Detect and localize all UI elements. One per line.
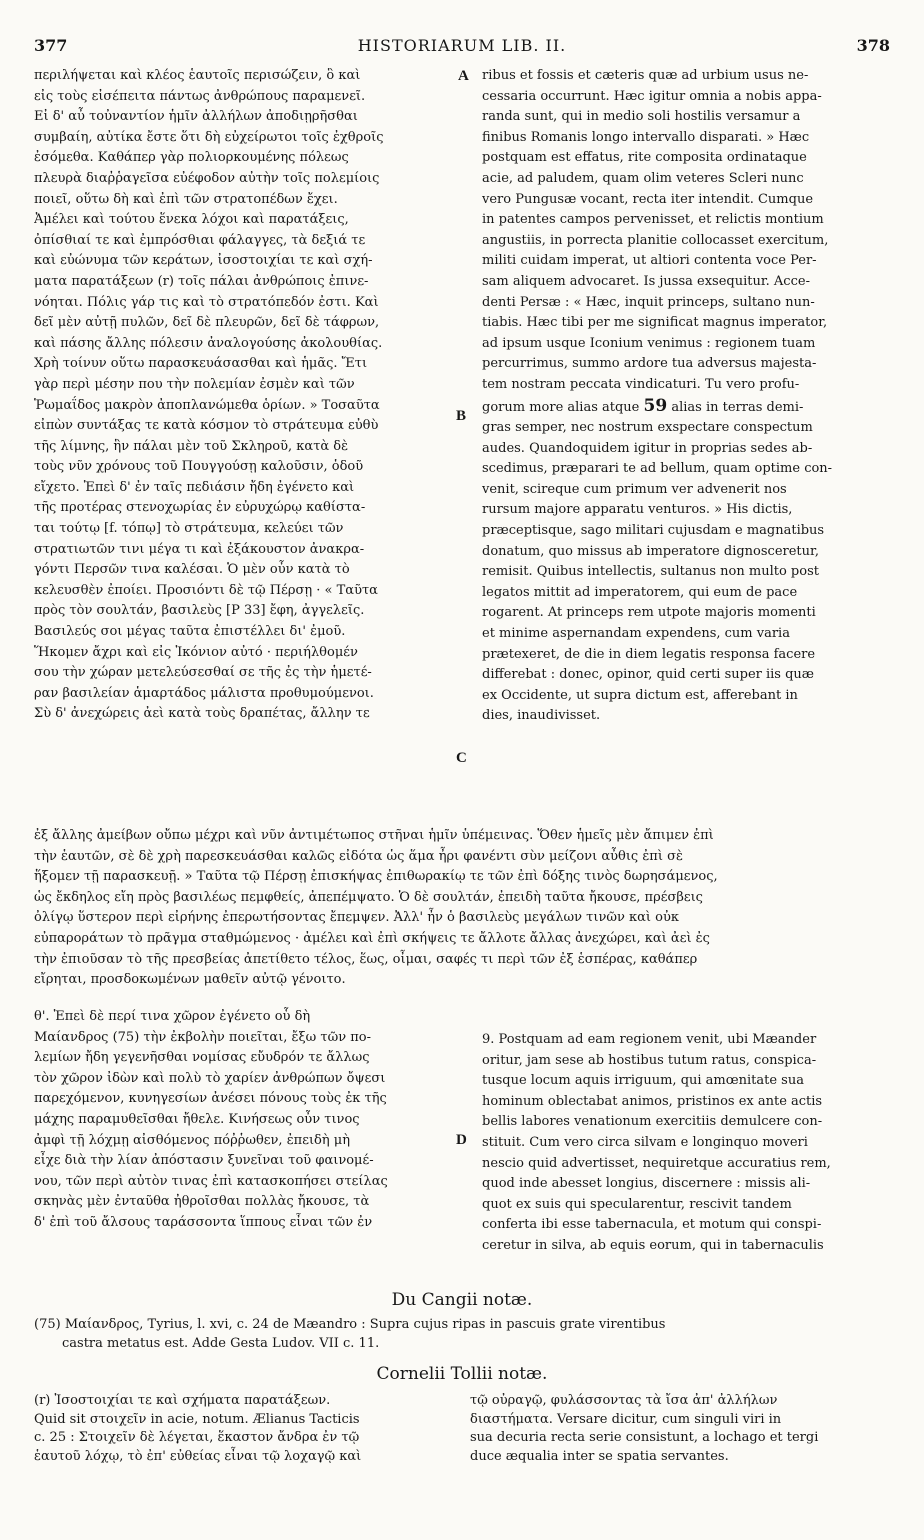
latin-line: bellis labores venationum exercitiis demulcere con- — [482, 1114, 823, 1130]
latin-line: stituit. Cum vero circa silvam e longinquo moveri — [482, 1134, 808, 1150]
greek-line: εἴρηται, προσδοκωμένων μαθεῖν αὐτῷ γένοιτο. — [34, 972, 346, 988]
greek-line: δεῖ μὲν αὐτῇ πυλῶν, δεῖ δὲ πλευρῶν, δεῖ δὲ τάφρων, — [34, 315, 380, 331]
greek-line: Ἀμέλει καὶ τούτου ἕνεκα λόχοι καὶ παρατάξεις, — [34, 212, 349, 228]
greek-line: μάχης παραμυθεῖσθαι ἤθελε. Κινήσεως οὖν τινος — [34, 1111, 360, 1127]
greek-line: καὶ πάσης ἄλλης πόλεσιν ἀναλογούσης ἀκολουθίας. — [34, 335, 383, 351]
du-cange-note-line: (75) Μαίανδρος, Tyrius, l. xvi, c. 24 de Mæandro : Supra cujus ripas in pascuis grate virentibus — [34, 1317, 666, 1332]
latin-line: nescio quid advertisset, nequiretque accuratius rem, — [482, 1155, 831, 1171]
tollius-note-line: sua decuria recta serie consistunt, a lochago et tergi — [470, 1430, 819, 1445]
latin-line: percurrimus, summo ardore tua adversus majesta- — [482, 356, 817, 372]
tollius-note-line: τῷ οὐραγῷ, φυλάσσοντας τὰ ἴσα ἀπ' ἀλλήλων — [470, 1393, 778, 1408]
page-number-right: 378 — [856, 36, 890, 55]
greek-line: Βασιλεύς σοι μέγας ταῦτα ἐπιστέλλει δι' ἐμοῦ. — [34, 624, 346, 640]
latin-line: cessaria occurrunt. Hæc igitur omnia a nobis appa- — [482, 88, 822, 104]
greek-line: τὴν ἑαυτῶν, σὲ δὲ χρὴ παρεσκευάσθαι καλῶς εἰδότα ὡς ἅμα ἦρι φανέντι σὺν μείζονι αὖθις ἐπὶ σὲ — [34, 848, 683, 864]
latin-column-top — [482, 66, 894, 727]
greek-line: ραν βασιλείαν ἁμαρτάδος μάλιστα προθυμούμενοι. — [34, 685, 374, 701]
greek-line: εἰπὼν συντάξας τε κατὰ κόσμον τὸ στράτευμα εὐθὺ — [34, 418, 379, 434]
latin-line-part: gorum more alias atque — [482, 399, 640, 415]
latin-line: tiabis. Hæc tibi per me significat magnus imperator, — [482, 315, 828, 331]
greek-line: δ' ἐπὶ τοῦ ἄλσους ταράσσοντα ἵππους εἶναι τῶν ἐν — [34, 1214, 373, 1230]
latin-line: remisit. Quibus intellectis, sultanus non multo post — [482, 564, 819, 580]
latin-line: prætexeret, de die in diem legatis responsa facere — [482, 646, 816, 662]
greek-line: πρὸς τὸν σουλτάν, βασιλεὺς [P 33] ἔφη, ἀγγελεῖς. — [34, 603, 365, 619]
tollius-note-line: Quid sit στοιχεῖν in acie, notum. Ælianus Tacticis — [34, 1411, 360, 1427]
latin-line: et minime aspernandam expendens, cum varia — [482, 626, 790, 642]
tollius-note-right — [470, 1392, 894, 1466]
greek-line: εἰς τοὺς εἰσέπειτα πάντως ἀνθρώπους παραμενεῖ. — [34, 88, 366, 104]
greek-line: τῆς προτέρας στενοχωρίας ἐν εὐρυχώρῳ καθίστα- — [34, 500, 366, 516]
greek-line: ὀπίσθιαί τε καὶ ἐμπρόσθιαι φάλαγγες, τὰ δεξιά τε — [34, 232, 366, 248]
latin-line: ad ipsum usque Iconium venimus : regionem tuam — [482, 335, 816, 351]
latin-line: hominum oblectabat animos, pristinos ex ante actis — [482, 1093, 823, 1109]
tollius-note-line: ἑαυτοῦ λόχῳ, τὸ ἐπ' εὐθείας εἶναι τῷ λοχαγῷ καὶ — [34, 1448, 362, 1464]
latin-line: militi cuidam imperat, ut altiori contenta voce Per- — [482, 253, 817, 269]
greek-line: ἐσόμεθα. Καθάπερ γὰρ πολιορκουμένης πόλεως — [34, 150, 349, 166]
latin-line: sam aliquem advocaret. Is jussa exsequitur. Acce- — [482, 273, 810, 289]
latin-line: præceptisque, sago militari cujusdam e magnatibus — [482, 523, 825, 539]
greek-line: ἐξ ἄλλης ἀμείβων οὔπω μέχρι καὶ νῦν ἀντιμέτωπος στῆναι ἡμῖν ὑπέμεινας. Ὅθεν ἡμεῖς μὲν ἄπιμεν ἐπὶ — [34, 828, 714, 843]
greek-line: ἥξομεν τῇ παρασκευῇ. » Ταῦτα τῷ Πέρσῃ ἐπισκήψας ἐπιθωρακίῳ τε τῶν ἐπὶ δόξης τινὸς δωρησάμενος, — [34, 869, 718, 885]
margin-marker-a: A — [458, 68, 469, 84]
greek-line: ματα παρατάξεων (r) τοῖς πάλαι ἀνθρώποις ἐπινε- — [34, 273, 369, 289]
du-cange-notes-title: Du Cangii notæ. — [391, 1290, 533, 1310]
greek-line: τοὺς νῦν χρόνους τοῦ Πουγγούσῃ καλοῦσιν, ὁδοῦ — [34, 459, 364, 475]
greek-line: παρεχόμενον, κυνηγεσίων ἀνέσει πόνους τοὺς ἐκ τῆς — [34, 1091, 387, 1107]
page-number-left: 377 — [34, 36, 68, 55]
greek-line: λεμίων ἤδη γεγενῆσθαι νομίσας εὔυδρόν τε ἄλλως — [34, 1050, 370, 1066]
latin-line: legatos mittit ad imperatorem, qui eum de pace — [482, 584, 798, 600]
greek-line: εἶχε διὰ τὴν λίαν ἀπόστασιν ξυνεῖναι τοῦ φαινομέ- — [34, 1153, 374, 1169]
greek-line: τὸν χῶρον ἰδὼν καὶ πολὺ τὸ χαρίεν ἀνθρώπων ὄψεσι — [34, 1070, 386, 1086]
greek-line: Μαίανδρος (75) τὴν ἐκβολὴν ποιεῖται, ἔξω τῶν πο- — [34, 1029, 372, 1045]
tollius-note-left — [34, 1392, 458, 1466]
greek-line: Σὺ δ' ἀνεχώρεις ἀεὶ κατὰ τοὺς δραπέτας, ἄλλην τε — [34, 706, 370, 722]
latin-line: ex Occidente, ut supra dictum est, afferebant in — [482, 687, 798, 703]
greek-line: ὀλίγῳ ὕστερον περὶ εἰρήνης ἐπερωτήσοντας ἔπεμψεν. Ἀλλ' ἦν ὁ βασιλεὺς μεγάλων τινῶν καὶ οὐκ — [34, 910, 679, 926]
latin-line — [482, 396, 894, 419]
latin-line: audes. Quandoquidem igitur in proprias sedes ab- — [482, 440, 813, 456]
tollius-note-line: duce æqualia inter se spatia servantes. — [470, 1448, 729, 1464]
latin-line: oritur, jam sese ab hostibus tutum ratus, conspica- — [482, 1052, 817, 1068]
latin-line: denti Persæ : « Hæc, inquit princeps, sultano nun- — [482, 294, 815, 310]
greek-line: σου τὴν χώραν μετελεύσεσθαί σε τῆς ἐς τὴν ἡμετέ- — [34, 665, 372, 681]
latin-line: rursum majore apparatu venturos. » His dictis, — [482, 502, 793, 518]
greek-line: τῆς λίμνης, ἣν πάλαι μὲν τοῦ Σκληροῦ, κατὰ δὲ — [34, 438, 349, 454]
latin-line: finibus Romanis longo intervallo disparati. » Hæc — [482, 129, 810, 145]
latin-line: ceretur in silva, ab equis eorum, qui in tabernaculis — [482, 1237, 824, 1253]
bold-page-number: 59 — [643, 395, 668, 416]
greek-line: γόντι Περσῶν τινα καλέσαι. Ὁ μὲν οὖν κατὰ τὸ — [34, 562, 350, 578]
greek-line: εἴχετο. Ἐπεὶ δ' ἐν ταῖς πεδιάσιν ἤδη ἐγένετο καὶ — [34, 479, 355, 495]
latin-line-part: alias in terras demi- — [671, 399, 804, 415]
latin-line: in patentes campos pervenisset, et relictis montium — [482, 212, 824, 228]
latin-line: ribus et fossis et cæteris quæ ad urbium usus ne- — [482, 68, 809, 83]
latin-line: dies, inaudivisset. — [482, 708, 601, 724]
latin-line: vero Pungusæ vocant, recta iter intendit. Cumque — [482, 191, 814, 207]
tollius-note-line: c. 25 : Στοιχεῖν δὲ λέγεται, ἕκαστον ἄνδρα ἐν τῷ — [34, 1430, 360, 1445]
greek-line: στρατιωτῶν τινι μέγα τι καὶ ἐξάκουστον ἀνακρα- — [34, 541, 365, 557]
du-cange-note — [34, 1316, 890, 1353]
greek-line: σκηνὰς μὲν ἐνταῦθα ἠθροῖσθαι πολλὰς ἤκουσε, τὰ — [34, 1194, 370, 1210]
greek-line: ποιεῖ, οὕτω δὴ καὶ ἐπὶ τῶν στρατοπέδων ἔχει. — [34, 191, 338, 207]
latin-line: scedimus, præparari te ad bellum, quam optime con- — [482, 461, 833, 477]
margin-marker-b: B — [456, 408, 467, 424]
tollius-note-line: (r) Ἰσοστοιχίαι τε καὶ σχήματα παρατάξεων. — [34, 1393, 331, 1408]
latin-line: quot ex suis qui specularentur, rescivit tandem — [482, 1196, 792, 1212]
greek-line: νόηται. Πόλις γάρ τις καὶ τὸ στρατόπεδόν ἐστι. Καὶ — [34, 294, 379, 310]
latin-line: postquam est effatus, rite composita ordinataque — [482, 150, 807, 166]
latin-line: tem nostram peccata vindicaturi. Tu vero profu- — [482, 376, 800, 392]
greek-line: ἀμφὶ τῇ λόχμῃ αἰσθόμενος πόῤῥωθεν, ἐπειδὴ μὴ — [34, 1132, 351, 1148]
latin-line: gras semper, nec nostrum exspectare conspectum — [482, 420, 813, 436]
tollius-notes-title: Cornelii Tollii notæ. — [376, 1364, 548, 1384]
latin-line: acie, ad paludem, quam olim veteres Scleri nunc — [482, 170, 804, 186]
latin-line: randa sunt, qui in medio soli hostilis versamur a — [482, 109, 801, 125]
greek-line: καὶ εὐώνυμα τῶν κεράτων, ἰσοστοιχίαι τε καὶ σχή- — [34, 253, 373, 269]
greek-column-top — [34, 66, 452, 725]
latin-line: angustiis, in porrecta planitie collocasset exercitum, — [482, 232, 829, 248]
latin-line: venit, scireque cum primum ver advenerit nos — [482, 481, 787, 497]
latin-line: conferta ibi esse tabernacula, et motum qui conspi- — [482, 1217, 822, 1233]
greek-line: κελευσθὲν ἐποίει. Προσιόντι δὲ τῷ Πέρσῃ · « Ταῦτα — [34, 582, 378, 598]
greek-line: τὴν ἐπιοῦσαν τὸ τῆς πρεσβείας ἀπετίθετο τέλος, ἕως, οἶμαι, σαφές τι περὶ τῶν ἐξ ἑσπέρας, καθάπερ — [34, 951, 698, 967]
greek-full-width-text — [34, 826, 890, 991]
greek-column-bottom — [34, 1007, 452, 1234]
greek-line: γὰρ περὶ μέσην που τὴν πολεμίαν ἐσμὲν καὶ τῶν — [34, 376, 355, 392]
running-title: HISTORIARUM LIB. II. — [357, 36, 567, 55]
greek-line: Χρὴ τοίνυν οὕτω παρασκευάσασθαι καὶ ἡμᾶς. Ἔτι — [34, 356, 368, 372]
latin-line: quod inde abesset longius, discernere : missis ali- — [482, 1176, 811, 1192]
page-header — [34, 36, 890, 60]
latin-column-bottom — [482, 1030, 894, 1257]
latin-line: differebat : donec, opinor, quid certi super iis quæ — [482, 667, 815, 683]
greek-line: ὡς ἔκδηλος εἴη πρὸς βασιλέως πεμφθείς, ἀπεπέμψατο. Ὁ δὲ σουλτάν, ἐπειδὴ ταῦτα ἤκουσε, πρέσβεις — [34, 889, 703, 905]
greek-line: Ῥωμαΐδος μακρὸν ἀποπλανώμεθα ὁρίων. » Τοσαῦτα — [34, 397, 380, 413]
greek-line: Εἰ δ' αὖ τοὐναντίον ἡμῖν ἀλλήλων ἀποδιῃρῆσθαι — [34, 109, 358, 125]
latin-line: rogarent. At princeps rem utpote majoris momenti — [482, 605, 816, 621]
margin-marker-d: D — [456, 1132, 467, 1148]
greek-line: συμβαίη, αὐτίκα ἔστε ὅτι δὴ εὐχείρωτοι τοῖς ἐχθροῖς — [34, 129, 384, 145]
latin-line: tusque locum aquis irriguum, qui amœnitate sua — [482, 1073, 804, 1089]
latin-line: donatum, quo missus ab imperatore dignosceretur, — [482, 543, 819, 559]
greek-line: νου, τῶν περὶ αὐτὸν τινας ἐπὶ κατασκοπήσει στείλας — [34, 1173, 388, 1189]
greek-line: εὐπαροράτων τὸ πρᾶγμα σταθμώμενος · ἀμέλει καὶ ἐπὶ σκήψεις τε ἄλλοτε ἄλλας ἀνεχώρει, καὶ ἀεὶ ἐς — [34, 930, 710, 946]
greek-line: περιλήψεται καὶ κλέος ἑαυτοῖς περισώζειν, ὃ καὶ — [34, 68, 361, 83]
greek-line: πλευρὰ διαῤῥαγεῖσα εὐέφοδον αὐτὴν τοῖς πολεμίοις — [34, 170, 380, 186]
margin-marker-c: C — [456, 750, 467, 766]
greek-line: θ'. Ἐπεὶ δὲ περί τινα χῶρον ἐγένετο οὗ δὴ — [34, 1009, 311, 1024]
latin-line: 9. Postquam ad eam regionem venit, ubi Mæander — [482, 1032, 817, 1047]
du-cange-note-line: castra metatus est. Adde Gesta Ludov. VII c. 11. — [62, 1335, 380, 1351]
tollius-note-line: διαστήματα. Versare dicitur, cum singuli viri in — [470, 1411, 782, 1427]
greek-line: Ἥκομεν ἄχρι καὶ εἰς Ἰκόνιον αὐτό · περιήλθομέν — [34, 644, 358, 660]
greek-line: ται τούτῳ [f. τόπῳ] τὸ στράτευμα, κελεύει τῶν — [34, 521, 344, 537]
